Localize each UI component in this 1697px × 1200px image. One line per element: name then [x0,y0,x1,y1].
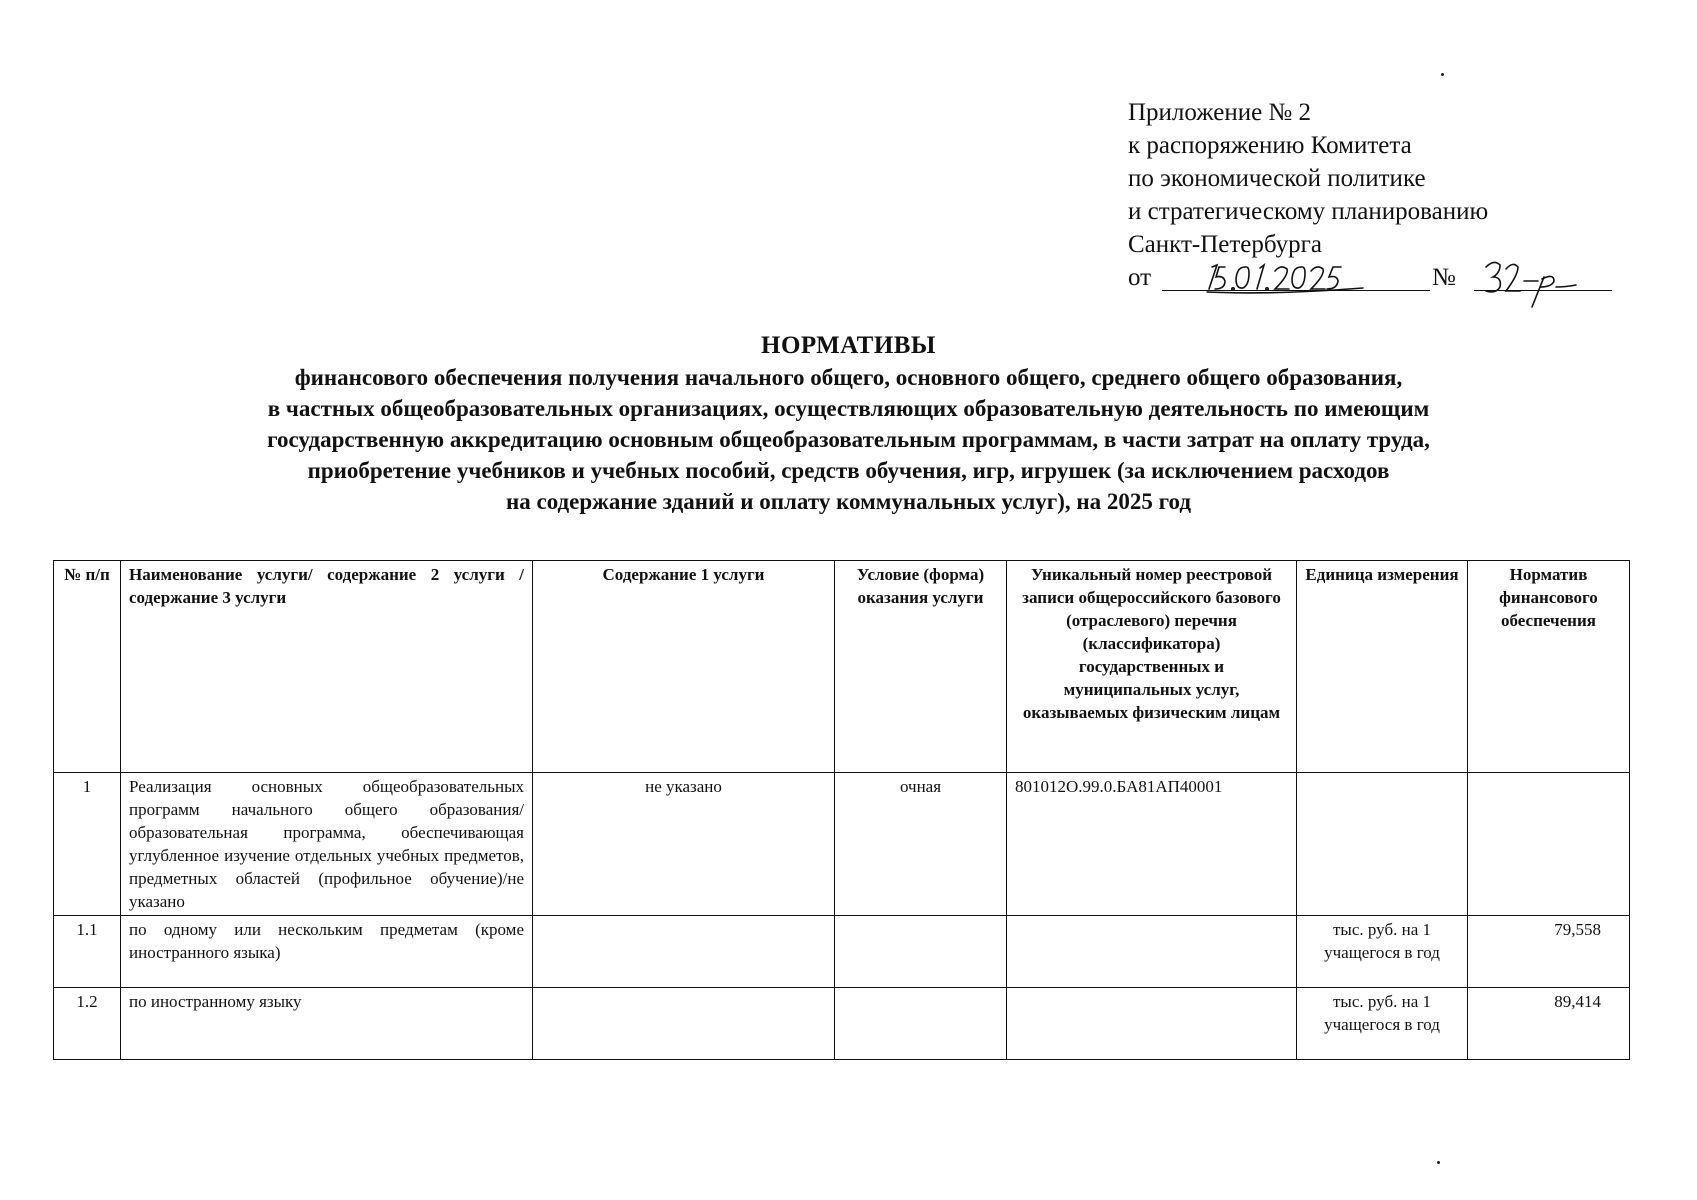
subtitle-line: приобретение учебников и учебных пособий, средств обучения, игр, игрушек (за исключением расходов [307,458,1390,483]
title-subtitle [0,362,1697,517]
subtitle-line: государственную аккредитацию основным общеобразовательным программам, в части затрат на оплату труда, [267,427,1430,452]
table-row [54,773,1630,916]
table-header-row [54,561,1630,773]
header-condition: Условие (форма) оказания услуги [835,561,1007,773]
appendix-line: по экономической политике [1128,165,1426,192]
row-name: по одному или нескольким предметам (кроме иностранного языка) [121,916,533,988]
header-unit: Единица измерения [1297,561,1468,773]
subtitle-line: в частных общеобразовательных организациях, осуществляющих образовательную деятельность по имеющим [267,396,1430,421]
row-name: по иностранному языку [121,988,533,1060]
scan-dot [1441,73,1444,76]
row-norm: 89,414 [1468,988,1630,1060]
date-prefix: от [1128,264,1152,291]
subtitle-line: финансового обеспечения получения начального общего, основного общего, среднего общего образования, [294,365,1403,390]
handwritten-number [1480,247,1580,309]
row-norm [1468,773,1630,916]
title-main: НОРМАТИВЫ [761,332,936,359]
header-num: № п/п [54,561,121,773]
row-num: 1 [54,773,121,916]
row-num: 1.1 [54,916,121,988]
row-registry [1007,916,1297,988]
row-content1 [533,916,835,988]
row-condition: очная [835,773,1007,916]
subtitle-line: на содержание зданий и оплату коммунальных услуг), на 2025 год [505,489,1192,514]
row-registry [1007,988,1297,1060]
header-norm: Норматив финансового обеспечения [1468,561,1630,773]
row-unit [1297,773,1468,916]
row-unit: тыс. руб. на 1 учащегося в год [1297,988,1468,1060]
row-content1: не указано [533,773,835,916]
norms-table [53,560,1630,1060]
appendix-block [1128,96,1488,297]
row-content1 [533,988,835,1060]
number-prefix: № [1432,264,1456,291]
row-condition [835,916,1007,988]
document-title [0,330,1697,517]
date-number-row [1128,261,1488,297]
appendix-line: Санкт-Петербурга [1128,231,1323,258]
appendix-line: Приложение № 2 [1128,99,1312,126]
row-condition [835,988,1007,1060]
appendix-line: к распоряжению Комитета [1128,132,1412,159]
table-row [54,916,1630,988]
row-num: 1.2 [54,988,121,1060]
row-name: Реализация основных общеобразовательных программ начального общего образования/образовательная программа, обеспечивающая углубленное изучение отдельных учебных предметов, предметных областей (профильное обучение)/не указано [121,773,533,916]
row-registry: 801012О.99.0.БА81АП40001 [1007,773,1297,916]
row-unit: тыс. руб. на 1 учащегося в год [1297,916,1468,988]
header-registry: Уникальный номер реестровой записи общероссийского базового (отраслевого) перечня (классификатора) государственных и муниципальных услуг, оказываемых физическим лицам [1007,561,1297,773]
header-content1: Содержание 1 услуги [533,561,835,773]
table-row [54,988,1630,1060]
header-name: Наименование услуги/ содержание 2 услуги / содержание 3 услуги [121,561,533,773]
row-norm: 79,558 [1468,916,1630,988]
handwritten-date [1203,255,1373,297]
appendix-line: и стратегическому планированию [1128,198,1489,225]
scan-dot [1437,1161,1440,1164]
